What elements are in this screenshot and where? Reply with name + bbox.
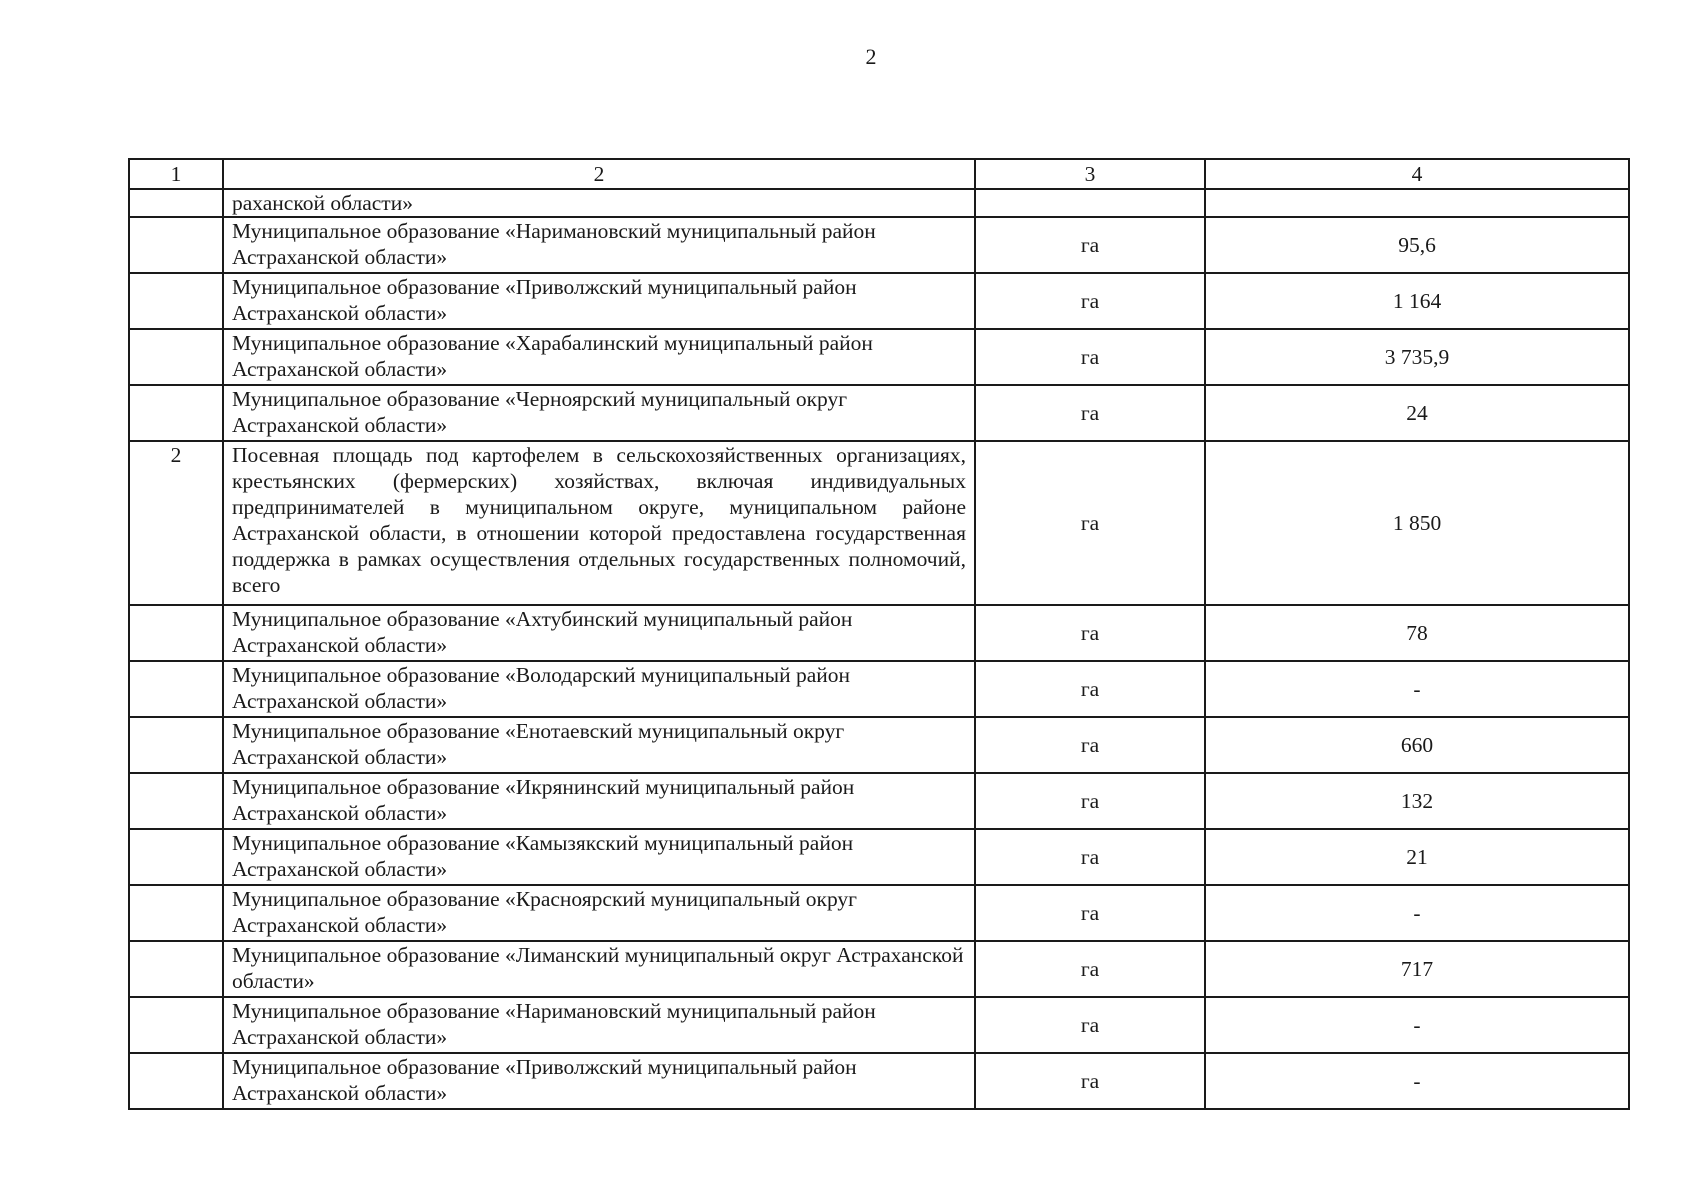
value-cell: 24 [1205, 385, 1629, 441]
value-cell: 660 [1205, 717, 1629, 773]
table-row [129, 941, 1629, 997]
table-row [129, 829, 1629, 885]
indicator-name-cell: Муниципальное образование «Камызякский муниципальный район Астраханской области» [223, 829, 975, 885]
row-number-cell [129, 941, 223, 997]
unit-cell: га [975, 829, 1205, 885]
indicator-name-cell: Муниципальное образование «Лиманский муниципальный округ Астраханской области» [223, 941, 975, 997]
row-number-cell [129, 385, 223, 441]
unit-cell: га [975, 605, 1205, 661]
row-number-cell [129, 773, 223, 829]
indicator-name-cell: Муниципальное образование «Приволжский муниципальный район Астраханской области» [223, 273, 975, 329]
row-number-cell [129, 329, 223, 385]
indicator-name-cell: Муниципальное образование «Наримановский муниципальный район Астраханской области» [223, 217, 975, 273]
value-cell: 78 [1205, 605, 1629, 661]
indicator-name-cell: Муниципальное образование «Харабалинский муниципальный район Астраханской области» [223, 329, 975, 385]
value-cell: 717 [1205, 941, 1629, 997]
row-number-cell [129, 273, 223, 329]
unit-cell: га [975, 441, 1205, 605]
unit-cell [975, 189, 1205, 217]
value-cell: 132 [1205, 773, 1629, 829]
unit-cell: га [975, 997, 1205, 1053]
indicator-name-cell: Муниципальное образование «Наримановский муниципальный район Астраханской области» [223, 997, 975, 1053]
table-row [129, 217, 1629, 273]
row-number-cell [129, 217, 223, 273]
row-number-cell [129, 1053, 223, 1109]
table-row [129, 273, 1629, 329]
row-number-cell [129, 829, 223, 885]
indicator-name-cell: Муниципальное образование «Енотаевский муниципальный округ Астраханской области» [223, 717, 975, 773]
indicator-name-cell: Муниципальное образование «Приволжский муниципальный район Астраханской области» [223, 1053, 975, 1109]
unit-cell: га [975, 1053, 1205, 1109]
value-cell: 1 850 [1205, 441, 1629, 605]
table-row [129, 661, 1629, 717]
row-number-cell [129, 717, 223, 773]
value-cell: - [1205, 885, 1629, 941]
value-cell: - [1205, 661, 1629, 717]
table-row [129, 997, 1629, 1053]
table-row-section-total [129, 441, 1629, 605]
table-row [129, 385, 1629, 441]
indicator-name-cell: Муниципальное образование «Красноярский муниципальный округ Астраханской области» [223, 885, 975, 941]
table-row-continuation [129, 189, 1629, 217]
unit-cell: га [975, 217, 1205, 273]
indicator-name-cell: Муниципальное образование «Черноярский муниципальный округ Астраханской области» [223, 385, 975, 441]
table-row [129, 717, 1629, 773]
table-row [129, 329, 1629, 385]
column-header-1: 1 [129, 159, 223, 189]
table-row [129, 773, 1629, 829]
unit-cell: га [975, 329, 1205, 385]
column-header-2: 2 [223, 159, 975, 189]
unit-cell: га [975, 385, 1205, 441]
row-number-cell: 2 [129, 441, 223, 605]
value-cell: - [1205, 1053, 1629, 1109]
page-number: 2 [865, 44, 877, 69]
row-number-cell [129, 189, 223, 217]
row-number-cell [129, 605, 223, 661]
row-number-cell [129, 885, 223, 941]
table-row [129, 605, 1629, 661]
value-cell [1205, 189, 1629, 217]
indicator-name-cell: Посевная площадь под картофелем в сельскохозяйственных организациях, крестьянских (фермерских) хозяйствах, включая индивидуальных предпринимателей в муниципальном округе, муниципальном районе Астраханской области, в отношении которой предоставлена государственная поддержка в рамках осуществления отдельных государственных полномочий, всего [223, 441, 975, 605]
unit-cell: га [975, 941, 1205, 997]
indicator-name-cell: раханской области» [223, 189, 975, 217]
unit-cell: га [975, 885, 1205, 941]
column-header-3: 3 [975, 159, 1205, 189]
unit-cell: га [975, 773, 1205, 829]
value-cell: - [1205, 997, 1629, 1053]
indicator-name-cell: Муниципальное образование «Володарский муниципальный район Астраханской области» [223, 661, 975, 717]
row-number-cell [129, 661, 223, 717]
table-row [129, 885, 1629, 941]
value-cell: 1 164 [1205, 273, 1629, 329]
value-cell: 21 [1205, 829, 1629, 885]
unit-cell: га [975, 661, 1205, 717]
value-cell: 3 735,9 [1205, 329, 1629, 385]
indicator-name-cell: Муниципальное образование «Ахтубинский муниципальный район Астраханской области» [223, 605, 975, 661]
row-number-cell [129, 997, 223, 1053]
column-header-4: 4 [1205, 159, 1629, 189]
unit-cell: га [975, 717, 1205, 773]
value-cell: 95,6 [1205, 217, 1629, 273]
data-table [128, 158, 1630, 1110]
unit-cell: га [975, 273, 1205, 329]
indicator-name-cell: Муниципальное образование «Икрянинский муниципальный район Астраханской области» [223, 773, 975, 829]
table-row [129, 1053, 1629, 1109]
table-header-row [129, 159, 1629, 189]
